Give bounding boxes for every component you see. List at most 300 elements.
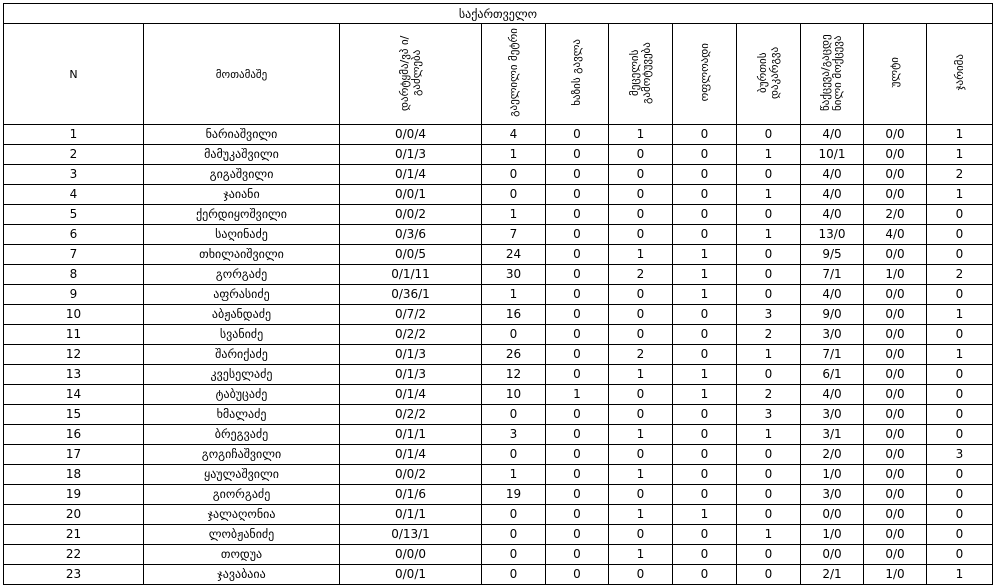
cell-n: 10 — [4, 305, 144, 325]
cell-assists: 1 — [673, 505, 737, 525]
header-tackles-label: მეცელის გამოტუვება — [627, 41, 653, 104]
cell-player: ჯაიანი — [144, 185, 340, 205]
cell-player: ხმალაძე — [144, 405, 340, 425]
cell-cards: 0 — [546, 545, 609, 565]
cell-duels: 4/0 — [801, 205, 864, 225]
cell-tackles: 0 — [609, 165, 673, 185]
table-row — [4, 365, 993, 385]
cell-yellow: 0/0 — [864, 305, 927, 325]
header-cards-label: ხაზის გავლა — [570, 39, 583, 106]
cell-assists: 1 — [673, 365, 737, 385]
table-row — [4, 565, 993, 585]
cell-goals: 3 — [482, 425, 546, 445]
header-goals — [482, 24, 546, 125]
cell-tackles: 1 — [609, 365, 673, 385]
cell-player: გიორგაძე — [144, 485, 340, 505]
table-row — [4, 405, 993, 425]
header-tackles — [609, 24, 673, 125]
cell-cards: 0 — [546, 325, 609, 345]
cell-games: 0/0/5 — [340, 245, 482, 265]
cell-duels: 3/0 — [801, 405, 864, 425]
cell-duels: 1/0 — [801, 465, 864, 485]
cell-clean: 3 — [737, 305, 801, 325]
cell-goals: 1 — [482, 205, 546, 225]
cell-assists: 0 — [673, 305, 737, 325]
cell-yellow: 1/0 — [864, 265, 927, 285]
cell-assists: 1 — [673, 265, 737, 285]
cell-cards: 0 — [546, 445, 609, 465]
table-row — [4, 125, 993, 145]
table-row — [4, 305, 993, 325]
cell-games: 0/0/2 — [340, 465, 482, 485]
cell-cards: 0 — [546, 225, 609, 245]
cell-games: 0/13/1 — [340, 525, 482, 545]
cell-player: გორგაძე — [144, 265, 340, 285]
cell-goals: 0 — [482, 545, 546, 565]
header-n-label: N — [69, 67, 78, 81]
cell-yellow: 0/0 — [864, 145, 927, 165]
cell-cards: 0 — [546, 505, 609, 525]
cell-yellow: 2/0 — [864, 205, 927, 225]
cell-goals: 0 — [482, 525, 546, 545]
cell-games: 0/0/2 — [340, 205, 482, 225]
cell-tackles: 0 — [609, 285, 673, 305]
cell-red: 1 — [927, 145, 993, 165]
cell-red: 2 — [927, 265, 993, 285]
cell-clean: 2 — [737, 325, 801, 345]
cell-assists: 0 — [673, 185, 737, 205]
cell-tackles: 1 — [609, 425, 673, 445]
header-assists-label: ოფლოადი — [697, 43, 711, 102]
cell-duels: 4/0 — [801, 285, 864, 305]
cell-n: 23 — [4, 565, 144, 585]
cell-games: 0/1/4 — [340, 385, 482, 405]
cell-n: 17 — [4, 445, 144, 465]
cell-goals: 0 — [482, 165, 546, 185]
cell-red: 1 — [927, 185, 993, 205]
cell-tackles: 0 — [609, 485, 673, 505]
cell-clean: 0 — [737, 485, 801, 505]
cell-player: ნარიაშვილი — [144, 125, 340, 145]
cell-goals: 7 — [482, 225, 546, 245]
cell-clean: 0 — [737, 125, 801, 145]
table-row — [4, 545, 993, 565]
cell-n: 16 — [4, 425, 144, 445]
cell-tackles: 0 — [609, 145, 673, 165]
cell-n: 11 — [4, 325, 144, 345]
cell-duels: 10/1 — [801, 145, 864, 165]
cell-cards: 0 — [546, 365, 609, 385]
header-games — [340, 24, 482, 125]
cell-duels: 4/0 — [801, 125, 864, 145]
cell-n: 18 — [4, 465, 144, 485]
cell-clean: 0 — [737, 165, 801, 185]
cell-yellow: 0/0 — [864, 285, 927, 305]
cell-games: 0/2/2 — [340, 325, 482, 345]
cell-clean: 3 — [737, 405, 801, 425]
cell-assists: 0 — [673, 225, 737, 245]
cell-assists: 0 — [673, 425, 737, 445]
cell-player: ლობჟანიძე — [144, 525, 340, 545]
cell-yellow: 0/0 — [864, 405, 927, 425]
cell-yellow: 0/0 — [864, 125, 927, 145]
header-player-label: მოთამაშე — [215, 67, 268, 81]
cell-red: 0 — [927, 225, 993, 245]
cell-cards: 0 — [546, 185, 609, 205]
cell-duels: 13/0 — [801, 225, 864, 245]
header-n — [4, 24, 144, 125]
cell-cards: 1 — [546, 385, 609, 405]
cell-clean: 1 — [737, 425, 801, 445]
cell-player: თხილაიშვილი — [144, 245, 340, 265]
cell-assists: 0 — [673, 525, 737, 545]
header-games-label: დარტყმა/ვპ ი/გაძლება — [397, 34, 423, 111]
cell-n: 1 — [4, 125, 144, 145]
cell-duels: 9/5 — [801, 245, 864, 265]
cell-assists: 0 — [673, 165, 737, 185]
cell-red: 0 — [927, 205, 993, 225]
header-cards — [546, 24, 609, 125]
cell-assists: 0 — [673, 145, 737, 165]
cell-cards: 0 — [546, 465, 609, 485]
title-row — [4, 4, 993, 24]
cell-goals: 16 — [482, 305, 546, 325]
table-row — [4, 525, 993, 545]
cell-goals: 0 — [482, 325, 546, 345]
header-duels-label: წაქცევა/გაცდე ნილი მოქცევა — [819, 34, 844, 111]
cell-tackles: 0 — [609, 225, 673, 245]
cell-tackles: 0 — [609, 185, 673, 205]
cell-assists: 0 — [673, 445, 737, 465]
cell-cards: 0 — [546, 245, 609, 265]
cell-games: 0/1/1 — [340, 505, 482, 525]
table-row — [4, 245, 993, 265]
table-row — [4, 485, 993, 505]
cell-tackles: 1 — [609, 465, 673, 485]
cell-tackles: 1 — [609, 245, 673, 265]
cell-red: 0 — [927, 405, 993, 425]
cell-assists: 1 — [673, 245, 737, 265]
table-row — [4, 325, 993, 345]
cell-clean: 0 — [737, 245, 801, 265]
cell-red: 1 — [927, 565, 993, 585]
cell-n: 15 — [4, 405, 144, 425]
cell-clean: 1 — [737, 185, 801, 205]
cell-tackles: 1 — [609, 505, 673, 525]
cell-goals: 12 — [482, 365, 546, 385]
cell-goals: 0 — [482, 505, 546, 525]
cell-goals: 4 — [482, 125, 546, 145]
cell-cards: 0 — [546, 265, 609, 285]
cell-yellow: 0/0 — [864, 245, 927, 265]
cell-assists: 0 — [673, 325, 737, 345]
cell-n: 7 — [4, 245, 144, 265]
cell-games: 0/1/11 — [340, 265, 482, 285]
table-row — [4, 425, 993, 445]
cell-assists: 0 — [673, 545, 737, 565]
cell-cards: 0 — [546, 145, 609, 165]
cell-tackles: 0 — [609, 525, 673, 545]
cell-clean: 0 — [737, 365, 801, 385]
cell-clean: 2 — [737, 385, 801, 405]
cell-games: 0/0/4 — [340, 125, 482, 145]
cell-yellow: 0/0 — [864, 385, 927, 405]
cell-red: 2 — [927, 165, 993, 185]
cell-tackles: 0 — [609, 325, 673, 345]
header-yellow-label: ულტი — [888, 57, 901, 88]
table-row — [4, 345, 993, 365]
cell-n: 6 — [4, 225, 144, 245]
cell-duels: 0/0 — [801, 545, 864, 565]
cell-cards: 0 — [546, 305, 609, 325]
table-title: საქართველო — [4, 4, 993, 24]
table-row — [4, 185, 993, 205]
cell-player: აბჟანდაძე — [144, 305, 340, 325]
table-row — [4, 285, 993, 305]
cell-red: 0 — [927, 485, 993, 505]
cell-games: 0/36/1 — [340, 285, 482, 305]
cell-duels: 7/1 — [801, 345, 864, 365]
cell-player: აფრასიძე — [144, 285, 340, 305]
cell-duels: 0/0 — [801, 505, 864, 525]
cell-n: 3 — [4, 165, 144, 185]
cell-red: 0 — [927, 285, 993, 305]
cell-yellow: 0/0 — [864, 345, 927, 365]
table-row — [4, 385, 993, 405]
table-row — [4, 465, 993, 485]
cell-assists: 0 — [673, 205, 737, 225]
cell-goals: 0 — [482, 445, 546, 465]
cell-goals: 1 — [482, 145, 546, 165]
cell-red: 0 — [927, 245, 993, 265]
cell-player: ჯალაღონია — [144, 505, 340, 525]
cell-n: 9 — [4, 285, 144, 305]
cell-clean: 0 — [737, 285, 801, 305]
cell-red: 3 — [927, 445, 993, 465]
cell-n: 2 — [4, 145, 144, 165]
cell-assists: 1 — [673, 285, 737, 305]
cell-clean: 1 — [737, 145, 801, 165]
cell-yellow: 1/0 — [864, 565, 927, 585]
cell-tackles: 0 — [609, 445, 673, 465]
cell-red: 0 — [927, 465, 993, 485]
header-goals-label: გაელილი მეტრი — [506, 28, 520, 117]
cell-cards: 0 — [546, 565, 609, 585]
cell-cards: 0 — [546, 205, 609, 225]
cell-player: ბრეგვაძე — [144, 425, 340, 445]
cell-duels: 4/0 — [801, 385, 864, 405]
cell-n: 19 — [4, 485, 144, 505]
header-clean-label: ბურთის დაკარგვა — [755, 46, 781, 99]
cell-games: 0/1/3 — [340, 365, 482, 385]
cell-goals: 10 — [482, 385, 546, 405]
cell-assists: 0 — [673, 125, 737, 145]
cell-clean: 0 — [737, 205, 801, 225]
cell-clean: 0 — [737, 465, 801, 485]
header-yellow — [864, 24, 927, 125]
header-red — [927, 24, 993, 125]
cell-n: 20 — [4, 505, 144, 525]
cell-cards: 0 — [546, 345, 609, 365]
cell-red: 1 — [927, 345, 993, 365]
cell-yellow: 0/0 — [864, 445, 927, 465]
cell-yellow: 0/0 — [864, 525, 927, 545]
cell-n: 8 — [4, 265, 144, 285]
cell-yellow: 4/0 — [864, 225, 927, 245]
cell-player: ტაბუცაძე — [144, 385, 340, 405]
cell-cards: 0 — [546, 405, 609, 425]
cell-duels: 2/0 — [801, 445, 864, 465]
cell-games: 0/1/6 — [340, 485, 482, 505]
cell-games: 0/7/2 — [340, 305, 482, 325]
cell-duels: 3/0 — [801, 485, 864, 505]
cell-yellow: 0/0 — [864, 485, 927, 505]
cell-cards: 0 — [546, 525, 609, 545]
cell-player: ჯავაბაია — [144, 565, 340, 585]
table-row — [4, 145, 993, 165]
cell-clean: 1 — [737, 225, 801, 245]
cell-goals: 0 — [482, 185, 546, 205]
cell-yellow: 0/0 — [864, 425, 927, 445]
cell-goals: 1 — [482, 465, 546, 485]
cell-goals: 19 — [482, 485, 546, 505]
header-row — [4, 24, 993, 125]
cell-cards: 0 — [546, 125, 609, 145]
cell-duels: 3/1 — [801, 425, 864, 445]
cell-games: 0/1/4 — [340, 165, 482, 185]
cell-assists: 0 — [673, 465, 737, 485]
cell-player: თოდუა — [144, 545, 340, 565]
table-row — [4, 445, 993, 465]
cell-goals: 24 — [482, 245, 546, 265]
cell-tackles: 2 — [609, 265, 673, 285]
cell-red: 0 — [927, 525, 993, 545]
cell-n: 5 — [4, 205, 144, 225]
cell-assists: 1 — [673, 385, 737, 405]
cell-games: 0/1/3 — [340, 145, 482, 165]
cell-player: სვანიძე — [144, 325, 340, 345]
cell-red: 1 — [927, 125, 993, 145]
cell-yellow: 0/0 — [864, 465, 927, 485]
cell-games: 0/0/1 — [340, 185, 482, 205]
cell-goals: 0 — [482, 405, 546, 425]
cell-cards: 0 — [546, 485, 609, 505]
cell-games: 0/1/1 — [340, 425, 482, 445]
cell-tackles: 0 — [609, 385, 673, 405]
cell-duels: 4/0 — [801, 185, 864, 205]
cell-goals: 26 — [482, 345, 546, 365]
cell-goals: 1 — [482, 285, 546, 305]
cell-cards: 0 — [546, 285, 609, 305]
cell-clean: 0 — [737, 445, 801, 465]
table-body — [4, 125, 993, 585]
header-assists — [673, 24, 737, 125]
cell-player: გიგაშვილი — [144, 165, 340, 185]
cell-tackles: 1 — [609, 125, 673, 145]
table-row — [4, 225, 993, 245]
cell-yellow: 0/0 — [864, 505, 927, 525]
cell-n: 12 — [4, 345, 144, 365]
cell-red: 0 — [927, 365, 993, 385]
cell-duels: 9/0 — [801, 305, 864, 325]
cell-tackles: 0 — [609, 405, 673, 425]
cell-cards: 0 — [546, 425, 609, 445]
cell-n: 13 — [4, 365, 144, 385]
header-red-label: ჯარიმა — [952, 54, 966, 91]
cell-duels: 6/1 — [801, 365, 864, 385]
cell-yellow: 0/0 — [864, 165, 927, 185]
cell-yellow: 0/0 — [864, 365, 927, 385]
cell-tackles: 2 — [609, 345, 673, 365]
cell-player: ქერდიყოშვილი — [144, 205, 340, 225]
cell-duels: 4/0 — [801, 165, 864, 185]
cell-yellow: 0/0 — [864, 325, 927, 345]
cell-assists: 0 — [673, 485, 737, 505]
cell-n: 14 — [4, 385, 144, 405]
cell-n: 4 — [4, 185, 144, 205]
cell-red: 0 — [927, 545, 993, 565]
cell-games: 0/0/1 — [340, 565, 482, 585]
table-row — [4, 505, 993, 525]
cell-goals: 30 — [482, 265, 546, 285]
cell-clean: 1 — [737, 525, 801, 545]
cell-assists: 0 — [673, 405, 737, 425]
cell-clean: 0 — [737, 265, 801, 285]
cell-yellow: 0/0 — [864, 545, 927, 565]
cell-duels: 1/0 — [801, 525, 864, 545]
cell-player: ყაულაშვილი — [144, 465, 340, 485]
cell-games: 0/1/4 — [340, 445, 482, 465]
cell-clean: 0 — [737, 505, 801, 525]
cell-red: 0 — [927, 505, 993, 525]
cell-duels: 2/1 — [801, 565, 864, 585]
table-row — [4, 265, 993, 285]
header-duels — [801, 24, 864, 125]
cell-clean: 0 — [737, 545, 801, 565]
cell-duels: 3/0 — [801, 325, 864, 345]
cell-games: 0/3/6 — [340, 225, 482, 245]
table-row — [4, 165, 993, 185]
cell-clean: 1 — [737, 345, 801, 365]
cell-player: შარიქაძე — [144, 345, 340, 365]
cell-player: გოგიჩაშვილი — [144, 445, 340, 465]
cell-red: 0 — [927, 385, 993, 405]
cell-yellow: 0/0 — [864, 185, 927, 205]
cell-red: 1 — [927, 305, 993, 325]
header-clean — [737, 24, 801, 125]
header-player — [144, 24, 340, 125]
table-row — [4, 205, 993, 225]
cell-assists: 0 — [673, 565, 737, 585]
cell-n: 22 — [4, 545, 144, 565]
cell-red: 0 — [927, 425, 993, 445]
cell-player: კვესელაძე — [144, 365, 340, 385]
cell-assists: 0 — [673, 345, 737, 365]
cell-player: საღინაძე — [144, 225, 340, 245]
cell-clean: 0 — [737, 565, 801, 585]
cell-tackles: 1 — [609, 545, 673, 565]
cell-red: 0 — [927, 325, 993, 345]
cell-cards: 0 — [546, 165, 609, 185]
cell-games: 0/0/0 — [340, 545, 482, 565]
cell-n: 21 — [4, 525, 144, 545]
stats-table — [3, 3, 993, 585]
cell-tackles: 0 — [609, 305, 673, 325]
cell-player: მამუკაშვილი — [144, 145, 340, 165]
cell-duels: 7/1 — [801, 265, 864, 285]
cell-goals: 0 — [482, 565, 546, 585]
cell-tackles: 0 — [609, 205, 673, 225]
